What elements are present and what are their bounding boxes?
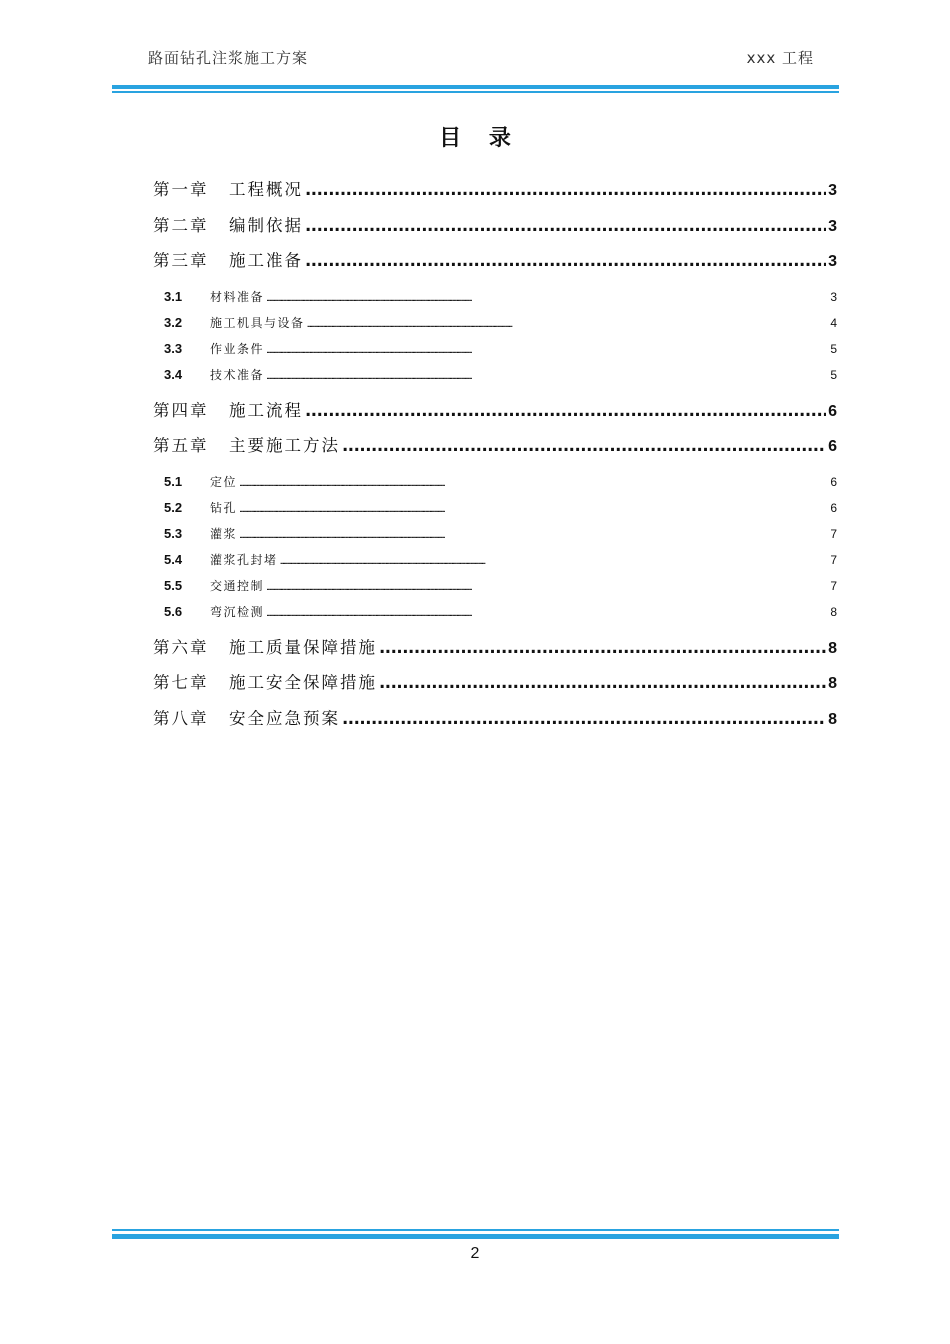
toc-chapter-title: 施工流程	[229, 401, 303, 420]
toc-leader-dots	[307, 319, 829, 330]
toc-page-number: 8	[828, 640, 837, 657]
toc-page-number: 6	[828, 438, 837, 455]
toc-entry-chapter-4[interactable]	[153, 397, 837, 421]
toc-page-number: 6	[830, 475, 837, 489]
toc-chapter-title: 编制依据	[229, 216, 303, 235]
toc-leader-dots	[266, 608, 828, 619]
toc-section-number: 3.1	[164, 289, 183, 304]
toc-page-number: 5	[830, 342, 837, 356]
toc-section-number: 3.3	[164, 341, 183, 356]
toc-section-title: 交通控制	[210, 579, 265, 593]
toc-section-number: 5.4	[164, 552, 183, 567]
toc-section-title: 钻孔	[210, 501, 238, 515]
toc-leader-dots	[239, 504, 828, 515]
toc-entry-chapter-1[interactable]	[153, 176, 837, 200]
toc-entry-section-3-2[interactable]	[164, 314, 837, 331]
toc-entry-chapter-8[interactable]	[153, 705, 837, 729]
toc-section-title: 材料准备	[210, 290, 265, 304]
toc-chapter-number: 第一章	[153, 180, 209, 199]
toc-chapter-number: 第四章	[153, 401, 209, 420]
toc-section-title: 施工机具与设备	[210, 316, 305, 330]
toc-chapter-title: 安全应急预案	[229, 709, 340, 728]
toc-entry-chapter-6[interactable]	[153, 634, 837, 658]
toc-page-number: 3	[828, 182, 837, 199]
toc-chapter-number: 第五章	[153, 436, 209, 455]
header-rule-thin	[112, 91, 839, 93]
toc-page-number: 6	[828, 403, 837, 420]
toc-entry-chapter-7[interactable]	[153, 669, 837, 693]
toc-page-number: 7	[830, 553, 837, 567]
toc-chapter-title: 施工质量保障措施	[229, 638, 377, 657]
toc-page-number: 5	[830, 368, 837, 382]
toc-page-number: 7	[830, 527, 837, 541]
header-document-title: 路面钻孔注浆施工方案	[148, 49, 309, 67]
toc-page-number: 3	[828, 253, 837, 270]
toc-section-number: 5.6	[164, 604, 183, 619]
toc-page-number: 3	[828, 218, 837, 235]
toc-leader-dots	[239, 478, 828, 489]
toc-chapter-number: 第六章	[153, 638, 209, 657]
toc-leader-dots	[305, 401, 826, 420]
toc-section-title: 作业条件	[210, 342, 265, 356]
toc-leader-dots	[305, 251, 826, 270]
toc-leader-dots	[280, 556, 829, 567]
toc-leader-dots	[266, 293, 828, 304]
toc-leader-dots	[239, 530, 828, 541]
toc-page-number: 8	[828, 711, 837, 728]
toc-leader-dots	[305, 180, 826, 199]
toc-entry-section-5-2[interactable]	[164, 499, 837, 516]
toc-entry-chapter-3[interactable]	[153, 247, 837, 271]
toc-section-title: 灌浆孔封堵	[210, 553, 278, 567]
header-project-name: xxx 工程	[746, 49, 814, 67]
toc-leader-dots	[305, 216, 826, 235]
toc-entry-section-3-1[interactable]	[164, 288, 837, 305]
toc-entry-section-3-3[interactable]	[164, 340, 837, 357]
toc-entry-section-5-1[interactable]	[164, 473, 837, 490]
toc-section-number: 5.1	[164, 474, 183, 489]
toc-leader-dots	[342, 436, 826, 455]
toc-leader-dots	[379, 638, 826, 657]
toc-entry-chapter-2[interactable]	[153, 212, 837, 236]
toc-chapter-title: 工程概况	[229, 180, 303, 199]
toc-page-number: 7	[830, 579, 837, 593]
toc-entry-section-5-3[interactable]	[164, 525, 837, 542]
toc-section-number: 5.5	[164, 578, 183, 593]
toc-section-number: 5.3	[164, 526, 183, 541]
toc-leader-dots	[266, 371, 828, 382]
toc-chapter-number: 第八章	[153, 709, 209, 728]
toc-leader-dots	[379, 673, 826, 692]
toc-page-number: 4	[830, 316, 837, 330]
toc-chapter-number: 第二章	[153, 216, 209, 235]
toc-page-number: 3	[830, 290, 837, 304]
toc-page-number: 6	[830, 501, 837, 515]
toc-section-title: 弯沉检测	[210, 605, 265, 619]
toc-page-number: 8	[830, 605, 837, 619]
toc-section-number: 5.2	[164, 500, 183, 515]
header-rule-thick	[112, 85, 839, 89]
footer-rule-thick	[112, 1234, 839, 1239]
toc-leader-dots	[342, 709, 826, 728]
toc-leader-dots	[266, 582, 828, 593]
toc-leader-dots	[266, 345, 828, 356]
toc-entry-section-5-4[interactable]	[164, 551, 837, 568]
toc-section-title: 技术准备	[210, 368, 265, 382]
toc-entry-section-5-6[interactable]	[164, 603, 837, 620]
toc-entry-section-5-5[interactable]	[164, 577, 837, 594]
toc-section-number: 3.2	[164, 315, 183, 330]
toc-section-number: 3.4	[164, 367, 183, 382]
toc-entry-chapter-5[interactable]	[153, 432, 837, 456]
toc-chapter-title: 施工安全保障措施	[229, 673, 377, 692]
toc-title: 目 录	[439, 126, 521, 151]
toc-section-title: 定位	[210, 475, 238, 489]
toc-entry-section-3-4[interactable]	[164, 366, 837, 383]
toc-chapter-number: 第三章	[153, 251, 209, 270]
toc-chapter-number: 第七章	[153, 673, 209, 692]
toc-chapter-title: 主要施工方法	[229, 436, 340, 455]
toc-section-title: 灌浆	[210, 527, 238, 541]
footer-rule-thin	[112, 1229, 839, 1231]
toc-chapter-title: 施工准备	[229, 251, 303, 270]
page-number: 2	[470, 1245, 480, 1262]
toc-page-number: 8	[828, 675, 837, 692]
